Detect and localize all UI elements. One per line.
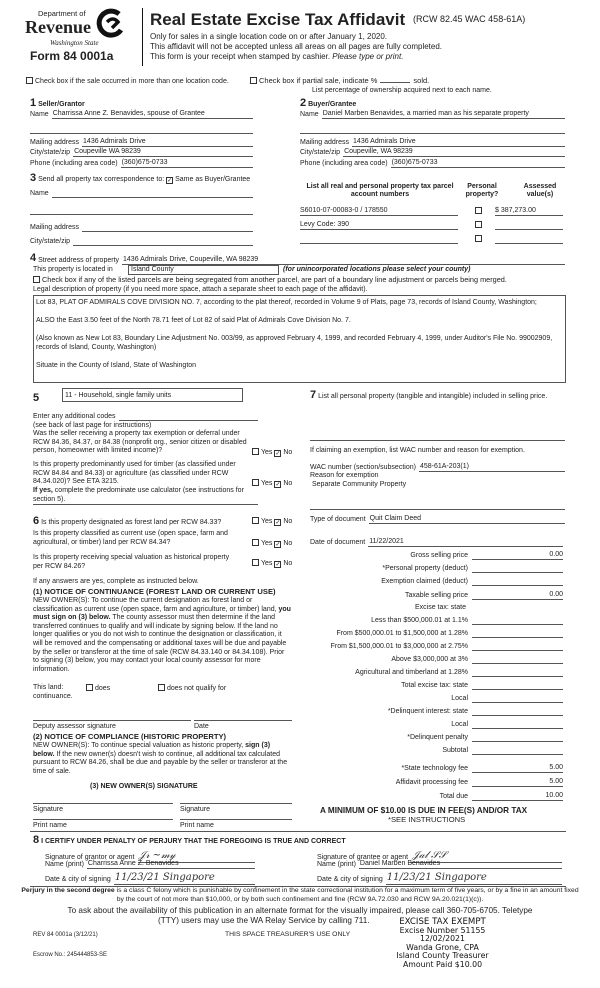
grantee-signature[interactable]: 𝒥𝒶𝓁 𝒮𝒮 [411,850,562,863]
checkbox-icon[interactable] [252,559,259,566]
tax-row [300,682,563,690]
county-select[interactable]: Island County [128,265,279,275]
this-land-label: This land: [33,684,64,691]
section-number: 2 [300,97,307,109]
corr-name-line2[interactable] [30,214,253,215]
tax-row-value[interactable] [472,669,563,677]
legal-paragraph: (Also known as New Lot 83, Boundary Line Adjustment No. 003/99, as approved February 4, 1999, and recorded February 4, 1999, under Auditor's File No. 99002909, records of Island, County, Washington) [36,335,553,351]
revenue-logo-text: Revenue [25,17,91,37]
treasurer-use-label: THIS SPACE TREASURER'S USE ONLY [225,931,351,938]
tax-row [300,643,563,651]
personal-header: Personal property? [465,183,499,199]
tax-row-label: Total excise tax: state [401,682,468,689]
seller-phone-field[interactable]: Phone (including area code) (360)675-0733 [30,159,253,168]
tax-row-label: *Personal property (deduct) [382,565,468,572]
tax-row-label: Less than $500,000.01 at 1.1% [371,617,468,624]
tax-row [300,764,563,773]
tax-row-value[interactable] [472,721,563,729]
tax-row-value[interactable] [472,656,563,664]
located-label: This property is located in [33,266,113,273]
grantee-name-field[interactable]: Name (print) Daniel Marben Benavides [317,860,562,869]
personal-checkbox[interactable] [475,207,482,214]
buyer-name-field[interactable]: Name Daniel Marben Benavides, a married man as his separate property [300,110,565,119]
claim-exemption-label: If claiming an exemption, list WAC number and reason for exemption. [310,447,525,454]
tax-row-value[interactable] [472,708,563,716]
notice-continuance-text: NEW OWNER(S): To continue the current designation as forest land or classification as current use (open space, farm and agriculture, or timber) land, you must sign on (3) below. The county assessor must then determine if the land transferred continues to qualify and will indicate by signing below. If the land no longer qualifies or you do not wish to continue the designation or classification, it will be removed and the compensating or additional taxes will be due and payable by the seller or transferor at the time of sale (RCW 84.33.140 or 84.34.108). Prior to signing (3) below, you may contact your local county assessor for more information. [33,597,291,673]
tax-row-value[interactable]: 0.00 [472,551,563,560]
dept-label: Department of [38,9,86,18]
wac-field[interactable]: WAC number (section/subsection) 458-61A-203(1) [310,463,565,472]
tax-row [300,734,563,742]
corr-city-field[interactable]: City/state/zip [30,238,253,246]
tax-row-value[interactable] [472,578,563,586]
checkbox-checked-icon[interactable]: ✓ [275,542,281,548]
print-name-label: Print name [33,822,67,829]
checkbox-checked-icon[interactable]: ✓ [275,482,281,488]
grantor-signature[interactable]: 𝒥𝓇 ~𝓂𝓎 [138,850,255,863]
timber-yes-no[interactable]: Yes ✓ No [252,479,292,488]
buyer-phone-field[interactable]: Phone (including area code) (360)675-0733 [300,159,565,168]
document-type-field[interactable]: Type of document Quit Claim Deed [310,515,565,524]
tax-row [300,630,563,638]
checkbox-icon[interactable] [252,448,259,455]
tax-row-label: Local [451,695,468,702]
checkbox-checked-icon[interactable]: ✓ [167,178,173,184]
tax-row-value[interactable] [472,565,563,573]
notice-compliance-title: (2) NOTICE OF COMPLIANCE (HISTORIC PROPERTY) [33,732,227,741]
tax-row-label: Subtotal [442,747,468,754]
tax-row [300,778,563,787]
checkbox-checked-icon[interactable]: ✓ [275,562,281,568]
signature-label: Signature [180,806,210,813]
signature-line[interactable] [33,803,173,804]
tax-row [300,669,563,677]
document-date-field[interactable]: Date of document 11/22/2021 [310,538,563,547]
forest-question: Is this property designated as forest land per RCW 84.33? [41,519,222,526]
escrow-number: Escrow No.: 245444853-SE [33,952,108,958]
tax-row-label: Above $3,000,000 at 3% [391,656,468,663]
tax-row [300,604,563,612]
tax-row-value[interactable] [472,617,563,625]
segregated-checkbox[interactable]: Check box if any of the listed parcels are being segregated from another parcel, are part of a boundary line adjustment or parcels being merged. [33,276,507,284]
street-address-field[interactable]: 4 Street address of property 1436 Admirals Drive, Coupeville, WA 98239 [30,252,565,265]
print-name-label: Print name [180,822,214,829]
tax-row-value[interactable]: 10.00 [472,792,563,801]
current-use-yes-no[interactable]: Yes ✓ No [252,539,292,548]
tax-row-label: *Delinquent penalty [407,734,468,741]
buyer-city-field[interactable]: City/state/zip Coupeville, WA 98239 [300,148,565,157]
section-title: Seller/Grantor [38,101,85,108]
tax-row [300,578,563,586]
page-title: Real Estate Excise Tax Affidavit [150,10,406,29]
dor-logo-icon [95,8,125,38]
tax-row [300,551,563,560]
tax-row-label: Affidavit processing fee [395,779,468,786]
corr-mail-field[interactable]: Mailing address [30,224,253,232]
checkbox-checked-icon[interactable]: ✓ [275,451,281,457]
tax-row-label: Local [451,721,468,728]
legal-paragraph: ALSO the East 3.50 feet of the North 78.71 feet of Lot 82 of said Plat of Admirals Cove Division No. 7. [36,317,351,324]
tax-row-label: Agricultural and timberland at 1.28% [355,669,468,676]
checkbox-icon[interactable] [252,517,259,524]
tax-row-value[interactable]: 5.00 [472,764,563,773]
checkbox-icon[interactable] [158,684,165,691]
section-title: Buyer/Grantee [308,101,357,108]
form-revision: REV 84 0001a (3/12/21) [33,932,98,938]
checkbox-icon[interactable] [252,539,259,546]
personal-property-line[interactable] [310,440,565,441]
tax-row-label: Exemption claimed (deduct) [381,578,468,585]
exemption-yes-no[interactable]: Yes ✓ No [252,448,292,457]
grantee-signature-field[interactable]: Signature of grantee or agent 𝒥𝒶𝓁 𝒮𝒮 [317,850,562,863]
tax-row [300,721,563,729]
see-instructions: *SEE INSTRUCTIONS [388,815,466,824]
partial-sale-checkbox[interactable]: Check box if partial sale, indicate % sold. [250,77,429,86]
tax-row-label: Total due [439,793,468,800]
tax-row-value[interactable] [472,695,563,703]
legal-paragraph: Lot 83, PLAT OF ADMIRALS COVE DIVISION NO. 7, according to the plat thereof, recorded in Volume 9 of Plats, page 73, records of Island County, Washington; [36,299,537,306]
tax-row-label: From $500,000.01 to $1,500,000 at 1.28% [336,630,468,637]
print-name-line[interactable] [180,819,292,820]
checkbox-icon[interactable] [33,276,40,283]
tax-row-value[interactable] [472,630,563,638]
see-back-note: (see back of last page for instructions) [33,422,152,429]
subtitle-line: This form is your receipt when stamped by cashier. Please type or print. [150,52,404,61]
print-name-line[interactable] [33,819,173,820]
county-note: (for unincorporated locations please select your county) [283,266,471,273]
corr-name-field[interactable]: Name [30,190,253,198]
multi-location-checkbox[interactable]: Check box if the sale occurred in more than one location code. [26,77,229,86]
checkbox-icon[interactable] [252,479,259,486]
tax-row [300,792,563,801]
checkbox-icon[interactable] [250,77,257,84]
reason-value[interactable]: Separate Community Property [312,481,407,488]
deputy-date-line[interactable] [194,720,292,721]
percentage-note: List percentage of ownership acquired next to each name. [312,87,492,94]
seller-mail-field[interactable]: Mailing address 1436 Admirals Drive [30,138,253,147]
certify-heading: 8 I CERTIFY UNDER PENALTY OF PERJURY THAT THE FOREGOING IS TRUE AND CORRECT [33,834,346,846]
tax-row [300,591,563,600]
buyer-name-line2[interactable] [300,133,565,134]
tax-row [300,617,563,625]
grantee-date-field[interactable]: Date & city of signing 11/23/21 Singapore [317,872,562,885]
partial-percent-field[interactable] [380,82,410,83]
legal-paragraph: Situate in the County of Island, State of Washington [36,362,197,369]
tax-row-label: *State technology fee [401,765,468,772]
date-label: Date [194,723,209,730]
continuance-label: continuance. [33,693,73,700]
personal-checkbox[interactable] [475,221,482,228]
state-label: Washington State [50,39,99,47]
tax-row-value[interactable] [472,747,563,755]
tax-row [300,656,563,664]
notice-compliance-text: NEW OWNER(S): To continue special valuation as historic property, sign (3) below. If the new owner(s) doesn't wish to continue, all additional tax calculated pursuant to RCW 84.26, shall be due and payable by the seller or transferor at the time of sale. [33,742,288,775]
tax-row-value[interactable]: 0.00 [472,591,563,600]
section-number: 6 [33,515,40,527]
notice-continuance-title: (1) NOTICE OF CONTINUANCE (FOREST LAND OR CURRENT USE) [33,587,276,596]
forest-yes-no[interactable]: Yes ✓ No [252,517,292,526]
deputy-signature-line[interactable] [33,720,191,721]
tax-row [300,695,563,703]
grantor-date-field[interactable]: Date & city of signing 11/23/21 Singapore [45,872,255,885]
tax-row [300,747,563,755]
timber-question: Is this property predominantly used for timber (as classified under RCW 84.84 and 84.33) or agriculture (as classified under RCW 84.34.020)? See ETA 3215. [33,461,236,486]
if-any-note: If any answers are yes, complete as instructed below. [33,578,199,585]
checkbox-icon[interactable] [26,77,33,84]
title-citation: (RCW 82.45 WAC 458-61A) [413,14,526,24]
does-checkbox[interactable]: does [86,684,110,693]
legal-label: Legal description of property (if you need more space, attach a separate sheet to each page of the affidavit). [33,286,368,293]
header-divider [142,8,143,66]
does-not-checkbox[interactable]: does not qualify for [158,684,226,693]
reason-label: Reason for exemption [310,472,379,479]
alt-format-notice: To ask about the availability of this publication in an alternate format for the visually impaired, please call 360-705-6705. Teletype [67,906,533,915]
tax-row-label: Gross selling price [410,552,468,559]
parcel-header: List all real and personal property tax parcel account numbers [306,183,454,199]
tax-row-value[interactable] [472,734,563,742]
legal-description-box[interactable] [33,295,566,383]
section-number: 3 [30,172,37,184]
new-owner-signature-title: (3) NEW OWNER(S) SIGNATURE [90,783,198,790]
grantor-signature-field[interactable]: Signature of grantor or agent 𝒥𝓇 ~𝓂𝓎 [45,850,255,863]
seller-name-line2[interactable] [30,133,253,134]
tax-row-value[interactable] [472,682,563,690]
treasurer-stamp: EXCISE TAX EXEMPT Excise Number 51155 12/02/2021 Wanda Grone, CPA Island County Treasurer Amount Paid $10.00 [396,917,489,969]
deputy-signature-label: Deputy assessor signature [33,723,116,730]
grantor-name-field[interactable]: Name (print) Charrissa Anne Z. Benavides [45,860,255,869]
assessed-header: Assessed value(s) [523,183,557,199]
personal-property-label: 7 List all personal property (tangible and intangible) included in selling price. [310,389,548,401]
personal-checkbox[interactable] [475,235,482,242]
section-number: 5 [33,392,40,404]
tax-row-value[interactable] [472,643,563,651]
seller-city-field[interactable]: City/state/zip Coupeville WA 98239 [30,148,253,157]
tax-row [300,708,563,716]
exemption-question: Was the seller receiving a property tax exemption or deferral under RCW 84.36, 84.37, or 84.38 (nonprofit org., senior citizen or disabled person, homeowner with limited income)? [33,430,247,455]
tty-notice: (TTY) users may use the WA Relay Service by calling 711. [158,916,370,925]
tax-row-label: Taxable selling price [404,592,468,599]
tax-row [300,565,563,573]
form-number: Form 84 0001a [30,49,114,63]
reason-line[interactable] [310,509,565,510]
subtitle-line: Only for sales in a single location code on or after January 1, 2020. [150,32,388,41]
tax-row-label: From $1,500,000.01 to $3,000,000 at 2.75% [330,643,468,650]
minimum-due-notice: A MINIMUM OF $10.00 IS DUE IN FEE(S) AND/OR TAX [320,806,528,815]
if-yes-note: If yes, complete the predominate use calculator (see instructions for section 5). [33,487,258,505]
buyer-mail-field[interactable]: Mailing address 1436 Admirals Drive [300,138,565,147]
signature-line[interactable] [180,803,292,804]
signature-label: Signature [33,806,63,813]
land-use-code-select[interactable]: 11 - Household, single family units [62,388,243,402]
tax-row-value[interactable]: 5.00 [472,778,563,787]
tax-row-label: Excise tax: state [415,604,466,611]
divider [30,831,566,832]
current-use-question: Is this property classified as current use (open space, farm and agricultural, or timber) land per RCW 84.34? [33,530,228,546]
checkbox-checked-icon[interactable]: ✓ [275,520,281,526]
additional-codes-field[interactable]: Enter any additional codes [33,413,258,421]
historic-question: Is this property receiving special valuation as historical property per RCW 84.26? [33,554,230,570]
historic-yes-no[interactable]: Yes ✓ No [252,559,292,568]
checkbox-icon[interactable] [86,684,93,691]
tax-row-label: *Delinquent interest: state [387,708,468,715]
subtitle-line: This affidavit will not be accepted unless all areas on all pages are fully completed. [150,42,443,51]
seller-name-field[interactable]: Name Charrissa Anne Z. Benavides, spouse of Grantee [30,110,253,119]
perjury-notice: Perjury in the second degree is a class C felony which is punishable by confinement in the state correctional institution for a maximum term of five years, or by a fine in an amount fixed by the court of not more than $10,000, or by both such confinement and fine (RCW 9A.72.030 and RCW 9A.20.021(1)(c)). [21,887,579,903]
section-number: 1 [30,97,37,109]
